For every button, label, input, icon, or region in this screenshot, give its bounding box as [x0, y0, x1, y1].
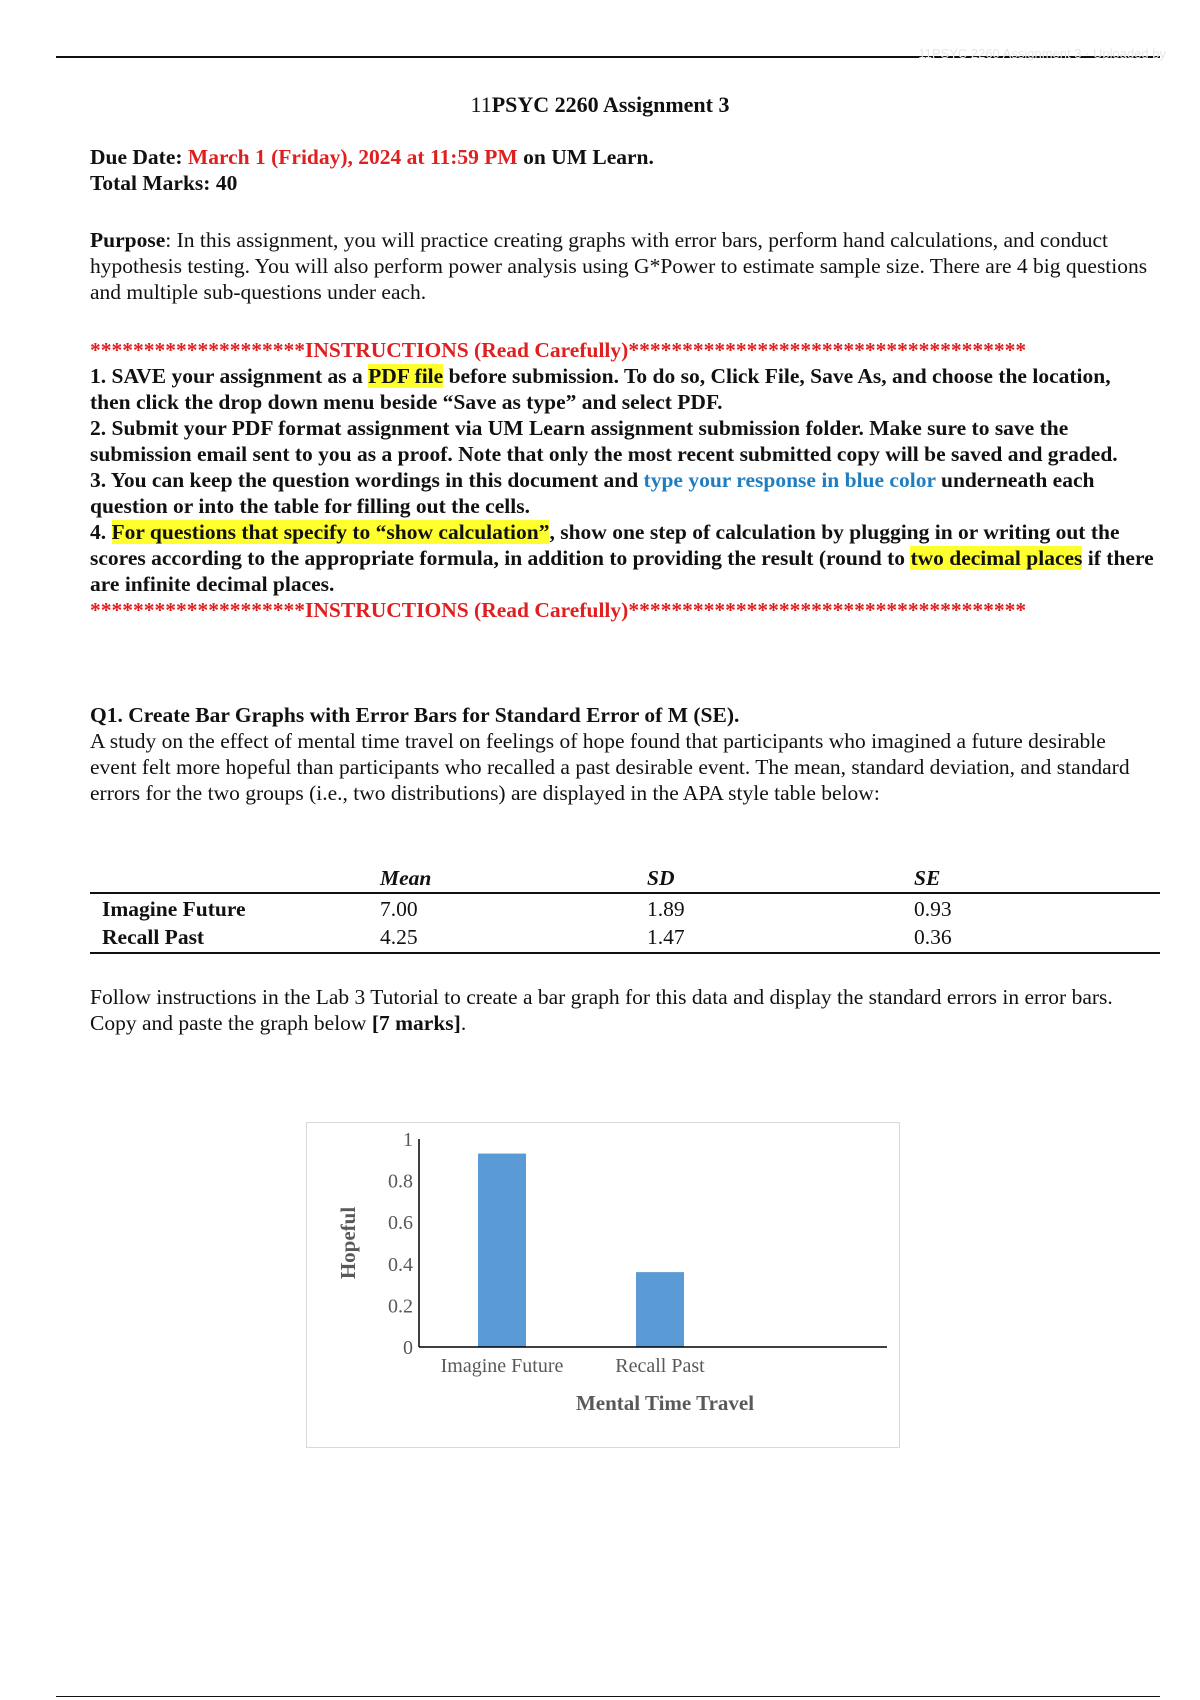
- title-main: PSYC 2260 Assignment 3: [491, 92, 730, 117]
- title-prefix: 11: [470, 92, 492, 117]
- x-tick-label: Recall Past: [615, 1355, 705, 1377]
- q1-follow-paragraph: [90, 984, 1156, 1036]
- instruction-3-text: 3. You can keep the question wordings in this document and: [90, 468, 644, 492]
- q1-body: A study on the effect of mental time travel on feelings of hope found that participants who imagined a future desirable event felt more hopeful than participants who recalled a past desirable event. The mean, standard deviation, and standard errors for the two groups (i.e., two distributions) are displayed in the APA style table below:: [90, 729, 1130, 805]
- instruction-3-blue: type your response in blue color: [643, 468, 936, 492]
- q1-follow-end: .: [460, 1011, 467, 1035]
- due-suffix: on UM Learn.: [523, 145, 654, 169]
- instructions-banner-bottom: ********************INSTRUCTIONS (Read Carefully)*************************************: [90, 598, 1027, 622]
- bottom-rule: [56, 1696, 1160, 1697]
- q1-marks: [7 marks]: [371, 1011, 461, 1035]
- instruction-4-text: , show one step of calculation by plugging in or writing out the scores according to the appropriate formula, in addition to providing the result (round to: [90, 520, 1120, 570]
- purpose-text: : In this assignment, you will practice creating graphs with error bars, perform hand calculations, and conduct hypothesis testing. You will also perform power analysis using G*Power to estimate sample size. There are 4 big questions and multiple sub-questions under each.: [90, 228, 1148, 304]
- instructions-banner-top: ********************INSTRUCTIONS (Read Carefully)*************************************: [90, 338, 1027, 362]
- purpose-label: Purpose: [90, 228, 166, 252]
- table-header-se: SE: [914, 864, 1160, 893]
- y-axis-label: Hopeful: [336, 1206, 360, 1280]
- table-row: [90, 893, 1160, 922]
- instruction-item-4: [90, 519, 1156, 597]
- instruction-item-2: 2. Submit your PDF format assignment via UM Learn assignment submission folder. Make sure to save the submission email sent to you as a proof. Note that only the most recent submitted copy will be saved and graded.: [90, 416, 1118, 466]
- instruction-3-text-end: underneath each question or into the table for filling out the cells.: [90, 468, 1095, 518]
- y-tick-label: 0: [403, 1337, 413, 1359]
- watermark: 11PSYC 2260 Assignment 3 · Uploaded by: [918, 46, 1166, 61]
- table-cell: Recall Past: [90, 922, 380, 953]
- instruction-4-highlight-2: two decimal places: [910, 546, 1083, 570]
- total-marks: Total Marks: 40: [90, 171, 238, 195]
- instruction-4-number: 4.: [90, 520, 112, 544]
- instruction-1-highlight: PDF file: [368, 364, 444, 388]
- x-axis-label: Mental Time Travel: [575, 1391, 755, 1415]
- instructions-block: [90, 337, 1156, 623]
- q1-follow-text: Follow instructions in the Lab 3 Tutorial to create a bar graph for this data and display the standard errors in error bars. Copy and paste the graph below: [90, 985, 1113, 1035]
- instruction-1-text-end: before submission. To do so, Click File, Save As, and choose the location, then click the drop down menu beside “Save as type” and select PDF.: [90, 364, 1111, 414]
- table-header-cell: [90, 864, 380, 893]
- table-cell: 4.25: [380, 922, 647, 953]
- table-cell: 1.47: [647, 922, 914, 953]
- instruction-item-3: [90, 467, 1156, 519]
- page-title: [0, 92, 1200, 118]
- table-cell: 1.89: [647, 897, 685, 921]
- table-cell: 0.36: [914, 922, 1160, 953]
- table-header-mean: Mean: [380, 864, 647, 893]
- due-date-line: [90, 144, 1156, 170]
- table-cell: 7.00: [380, 897, 418, 921]
- due-block: [90, 144, 1156, 196]
- bar-recall-past: [636, 1272, 684, 1347]
- q1-block: [90, 702, 1156, 806]
- table-row: [90, 922, 1160, 953]
- y-tick-label: 0.4: [388, 1253, 413, 1276]
- bar-chart: [306, 1122, 900, 1448]
- purpose-paragraph: [90, 227, 1156, 305]
- instruction-item-1: [90, 363, 1156, 415]
- due-label: Due Date:: [90, 145, 183, 169]
- table-header-row: [90, 864, 1160, 893]
- y-tick-label: 0.2: [388, 1295, 413, 1318]
- bar-chart-svg: [307, 1123, 899, 1447]
- instruction-4-highlight-1: For questions that specify to “show calculation”: [111, 520, 550, 544]
- bar-imagine-future: [478, 1154, 526, 1347]
- x-tick-label: Imagine Future: [440, 1355, 564, 1377]
- y-tick-label: 1: [403, 1129, 413, 1151]
- table-header-sd: SD: [647, 864, 914, 893]
- table-cell: Imagine Future: [102, 897, 246, 921]
- table-cell: 0.93: [914, 897, 952, 921]
- instruction-4-text-end: if there are infinite decimal places.: [90, 546, 1154, 596]
- due-date: March 1 (Friday), 2024 at 11:59 PM: [187, 145, 518, 169]
- instruction-1-text: 1. SAVE your assignment as a: [90, 364, 369, 388]
- stats-table: [90, 864, 1160, 954]
- y-tick-label: 0.6: [388, 1212, 413, 1235]
- y-tick-label: 0.8: [388, 1170, 413, 1193]
- q1-heading: Q1. Create Bar Graphs with Error Bars for Standard Error of M (SE).: [90, 703, 740, 727]
